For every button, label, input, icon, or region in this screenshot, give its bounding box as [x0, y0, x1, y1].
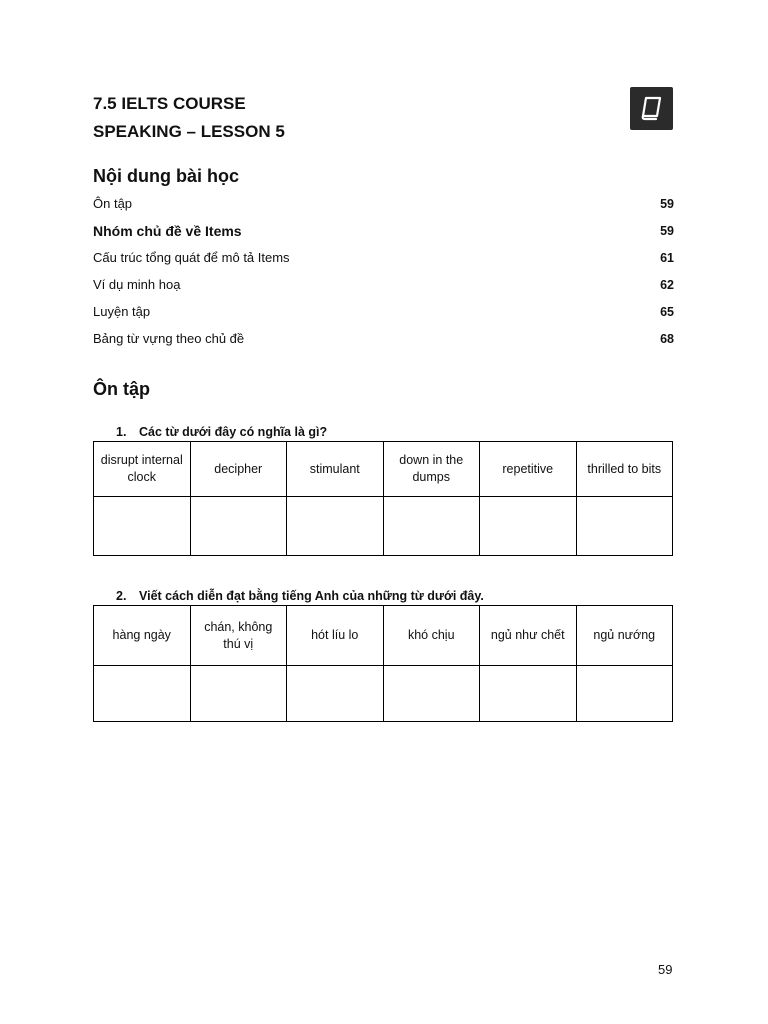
answer-cell[interactable]	[383, 666, 480, 722]
word-cell: chán, không thú vị	[190, 606, 287, 666]
word-cell: down in the dumps	[383, 442, 480, 497]
answer-row	[94, 666, 673, 722]
toc-item	[93, 190, 674, 217]
answer-cell[interactable]	[190, 497, 287, 556]
exercise-2-title	[116, 589, 484, 603]
table-of-contents	[93, 190, 674, 352]
toc-item-label: Ôn tập	[93, 196, 133, 211]
answer-cell[interactable]	[576, 666, 673, 722]
toc-item-label: Cấu trúc tổng quát để mô tả Items	[93, 250, 290, 265]
toc-item	[93, 244, 674, 271]
exercise-1-text: Các từ dưới đây có nghĩa là gì?	[139, 425, 328, 439]
word-cell: thrilled to bits	[576, 442, 673, 497]
answer-cell[interactable]	[287, 497, 384, 556]
toc-item-page: 65	[660, 304, 674, 319]
book-badge	[630, 87, 673, 130]
word-cell: ngủ nướng	[576, 606, 673, 666]
toc-item	[93, 217, 674, 244]
toc-item-page: 59	[660, 223, 674, 238]
answer-cell[interactable]	[480, 666, 577, 722]
toc-item-page: 59	[660, 196, 674, 211]
exercise-2-text: Viết cách diễn đạt bằng tiếng Anh của những từ dưới đây.	[139, 589, 484, 603]
answer-cell[interactable]	[94, 666, 191, 722]
word-cell: repetitive	[480, 442, 577, 497]
page-number: 59	[658, 962, 673, 977]
answer-cell[interactable]	[576, 497, 673, 556]
toc-item-label: Luyện tập	[93, 304, 151, 319]
word-cell: ngủ như chết	[480, 606, 577, 666]
toc-item-page: 61	[660, 250, 674, 265]
review-heading: Ôn tập	[93, 379, 150, 399]
word-row	[94, 606, 673, 666]
toc-item	[93, 298, 674, 325]
answer-cell[interactable]	[287, 666, 384, 722]
exercise-2-number: 2.	[116, 589, 127, 603]
word-cell: stimulant	[287, 442, 384, 497]
answer-row	[94, 497, 673, 556]
toc-item-page: 68	[660, 331, 674, 346]
toc-item	[93, 325, 674, 352]
exercise-1-title	[116, 425, 327, 439]
answer-cell[interactable]	[383, 497, 480, 556]
answer-cell[interactable]	[480, 497, 577, 556]
course-title-line-2: SPEAKING – LESSON 5	[93, 122, 285, 141]
course-title-line-1: 7.5 IELTS COURSE	[93, 94, 246, 113]
course-title	[93, 90, 285, 146]
book-icon	[640, 96, 663, 121]
toc-item-label: Bảng từ vựng theo chủ đề	[93, 331, 245, 346]
exercise-2-table	[93, 605, 673, 722]
word-cell: hót líu lo	[287, 606, 384, 666]
word-cell: decipher	[190, 442, 287, 497]
toc-item-label: Nhóm chủ đề về Items	[93, 222, 242, 239]
exercise-1-table	[93, 441, 673, 556]
toc-item-page: 62	[660, 277, 674, 292]
word-cell: hàng ngày	[94, 606, 191, 666]
toc-heading: Nội dung bài học	[93, 166, 239, 186]
word-cell: disrupt internal clock	[94, 442, 191, 497]
answer-cell[interactable]	[94, 497, 191, 556]
exercise-1-number: 1.	[116, 425, 127, 439]
word-cell: khó chịu	[383, 606, 480, 666]
answer-cell[interactable]	[190, 666, 287, 722]
toc-item	[93, 271, 674, 298]
toc-item-label: Ví dụ minh hoạ	[93, 277, 181, 292]
word-row	[94, 442, 673, 497]
